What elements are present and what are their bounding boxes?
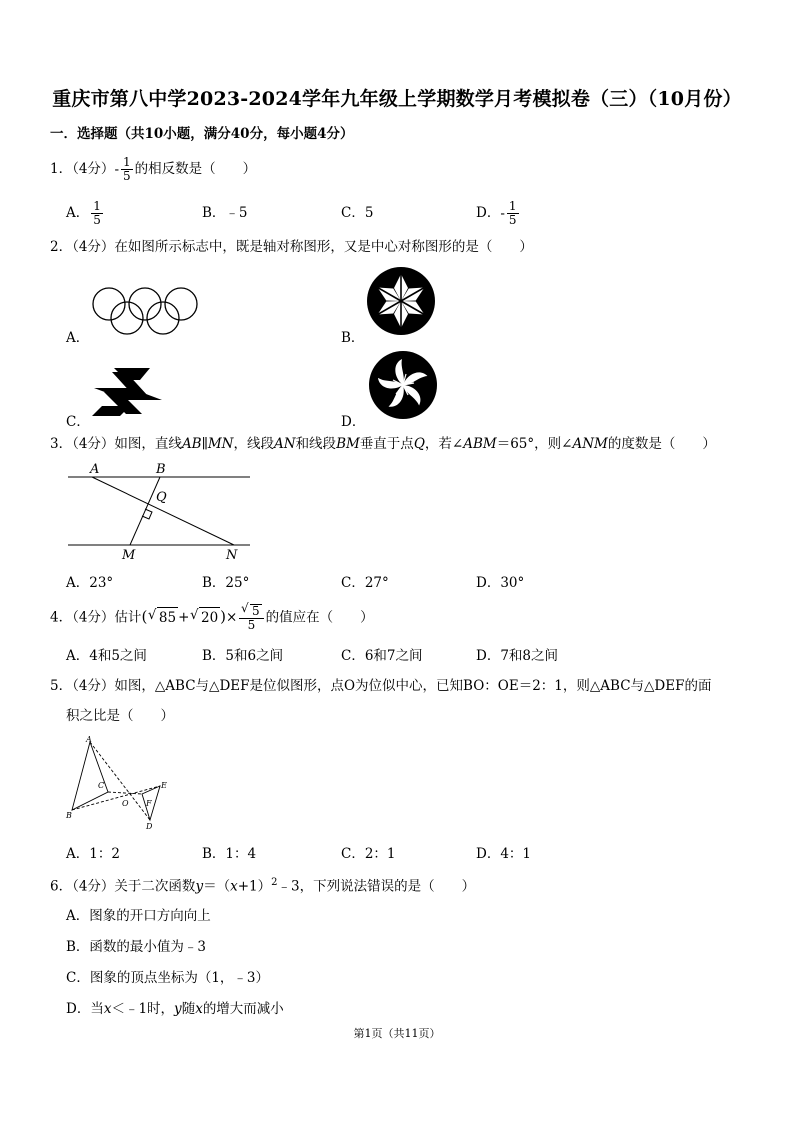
q3-option-c: C．27°: [341, 575, 389, 591]
parallel-lines-figure: [62, 460, 254, 564]
q5-option-d: D．4：1: [476, 846, 532, 862]
q5-option-c: C．2：1: [341, 846, 396, 862]
label-q: Q: [156, 490, 167, 505]
q3-option-b: B．25°: [202, 575, 250, 591]
q1-suffix: 的相反数是（ ）: [134, 161, 257, 177]
label-a: A: [90, 462, 100, 477]
page-title: 重庆市第八中学2023-2024学年九年级上学期数学月考模拟卷（三）（10月份）: [52, 88, 742, 110]
question-1: 1．（4分）- $\frac{1}{5}$ 的相反数是（ ）: [50, 155, 257, 183]
q2-option-a: A．: [66, 330, 90, 346]
question-4: 4．（4分）估计( √ 85 + √ 20 )× √ $\frac{5}{5}$ 的值应在（ ）: [50, 604, 374, 632]
q1-option-c: C．5: [341, 205, 374, 221]
question-3: 3．（4分）如图，直线AB∥MN，线段AN和线段BM垂直于点Q，若∠ABM＝65°，则∠ANM的度数是（ ）: [50, 436, 716, 452]
q6-option-a: A．图象的开口方向向上: [66, 908, 211, 924]
bauhinia-emblem-figure: [368, 350, 438, 420]
q6-option-c: C．图象的顶点坐标为（1，﹣3）: [66, 970, 270, 986]
question-5-line1: 5．（4分）如图，△ABC与△DEF是位似图形，点O为位似中心，已知BO：OE＝2：1，则△ABC与△DEF的面: [50, 678, 712, 694]
label-n: N: [226, 548, 238, 563]
label-c: C: [98, 781, 105, 790]
label-o: O: [122, 799, 129, 808]
question-5-line2: 积之比是（ ）: [66, 708, 174, 724]
q6-option-d: D．当x＜﹣1时，y随x的增大而减小: [66, 1001, 284, 1017]
similar-triangles-figure: [62, 734, 176, 830]
hexagram-emblem-figure: [366, 266, 436, 336]
q1-option-d: D．- $\frac{1}{5}$: [476, 199, 517, 227]
label-d: D: [146, 822, 153, 830]
q2-option-c: C．: [66, 414, 90, 430]
olympic-rings-figure: [90, 286, 200, 336]
q4-option-b: B．5和6之间: [202, 648, 284, 664]
q4-option-c: C．6和7之间: [341, 648, 423, 664]
label-m: M: [122, 548, 136, 563]
q5-option-a: A．1：2: [66, 846, 120, 862]
label-b: B: [66, 811, 72, 820]
q4-option-a: A．4和5之间: [66, 648, 147, 664]
q2-option-b: B．: [341, 330, 365, 346]
question-2: 2．（4分）在如图所示标志中，既是轴对称图形，又是中心对称图形的是（ ）: [50, 239, 533, 255]
label-b: B: [156, 462, 166, 477]
q1-option-b: B．﹣5: [202, 205, 248, 221]
label-e: E: [161, 781, 167, 790]
q3-option-d: D．30°: [476, 575, 525, 591]
section-heading: 一．选择题（共10小题，满分40分，每小题4分）: [50, 126, 354, 142]
q1-option-a: A． $\frac{1}{5}$: [66, 199, 101, 227]
page-footer: 第1页（共11页）: [353, 1027, 441, 1040]
q1-prefix: 1．（4分）: [50, 161, 115, 177]
q1-fraction: $\frac{1}{5}$: [123, 155, 131, 183]
label-a: A: [86, 735, 92, 744]
question-6: 6．（4分）关于二次函数$y=(x+1)^2﹣3$，下列说法错误的是（ ）: [50, 877, 476, 895]
q4-option-d: D．7和8之间: [476, 648, 559, 664]
s-logo-figure: [90, 366, 166, 418]
q6-option-b: B．函数的最小值为﹣3: [66, 939, 207, 955]
label-f: F: [146, 799, 152, 808]
q2-option-d: D．: [341, 414, 366, 430]
q3-option-a: A．23°: [66, 575, 114, 591]
q5-option-b: B．1：4: [202, 846, 257, 862]
